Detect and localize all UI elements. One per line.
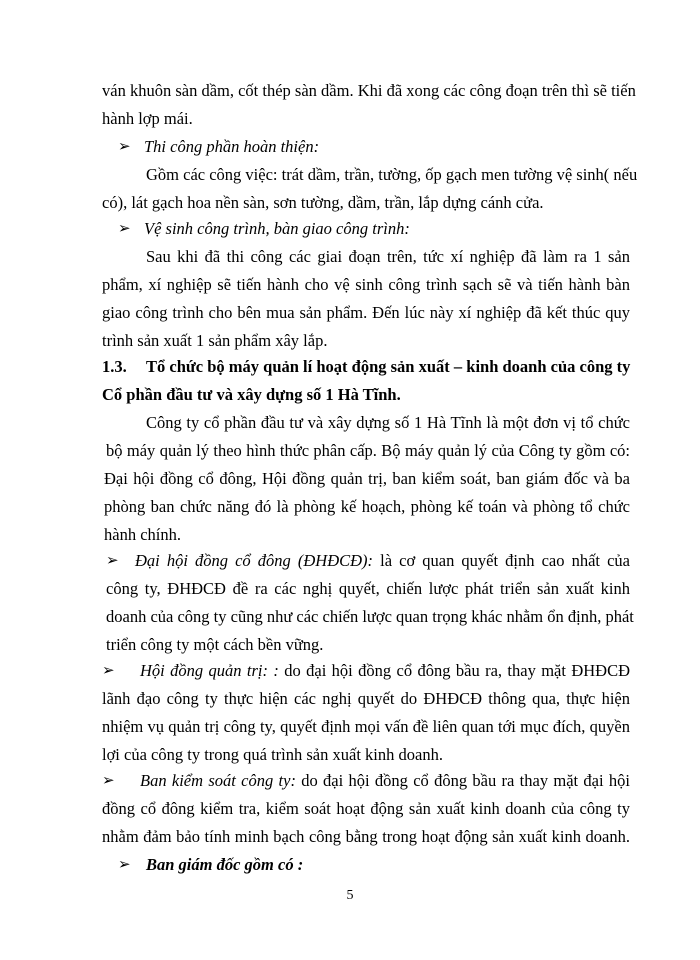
bullet-heading: Hội đồng quản trị: : xyxy=(140,661,279,680)
paragraph-line: Gồm các công việc: trát dầm, trần, tường, ốp gạch men tường vệ sinh( nếu xyxy=(146,165,638,184)
bullet-heading: Đại hội đồng cổ đông (ĐHĐCĐ): xyxy=(135,551,374,570)
paragraph-line: bộ máy quản lý theo hình thức phân cấp. Bộ máy quản lý của Công ty gồm có: xyxy=(106,441,630,460)
paragraph-line: Sau khi đã thi công các giai đoạn trên, tức xí nghiệp đã làm ra 1 sản xyxy=(146,247,630,266)
paragraph-line: phẩm, xí nghiệp sẽ tiến hành cho vệ sinh công trình sạch sẽ và tiến hành bàn xyxy=(102,275,630,294)
bullet-heading: Vệ sinh công trình, bàn giao công trình: xyxy=(144,219,410,238)
arrow-bullet-icon: ➢ xyxy=(106,553,119,569)
arrow-bullet-icon: ➢ xyxy=(118,221,131,237)
paragraph-line: hành chính. xyxy=(104,525,181,544)
page-number: 5 xyxy=(346,888,354,903)
paragraph-line: đồng cổ đông kiểm tra, kiểm soát hoạt động sản xuất kinh doanh của công ty xyxy=(102,799,630,818)
paragraph-line: có), lát gạch hoa nền sàn, sơn tường, dầm, trần, lắp dựng cánh cửa. xyxy=(102,193,544,212)
paragraph-line: lợi của công ty trong quá trình sản xuất kinh doanh. xyxy=(102,745,443,764)
paragraph-line: triển công ty một cách bền vững. xyxy=(106,635,324,654)
paragraph-line: Công ty cổ phần đầu tư và xây dựng số 1 Hà Tĩnh là một đơn vị tổ chức xyxy=(146,413,630,432)
section-title: Cổ phần đầu tư và xây dựng số 1 Hà Tĩnh. xyxy=(102,385,401,404)
bullet-heading: Ban kiểm soát công ty: xyxy=(140,771,296,790)
paragraph-line: hành lợp mái. xyxy=(102,109,193,128)
paragraph-line: lãnh đạo công ty thực hiện các nghị quyết do ĐHĐCĐ thông qua, thực hiện xyxy=(102,689,630,708)
arrow-bullet-icon: ➢ xyxy=(102,663,115,679)
paragraph-line: doanh của công ty cũng như các chiến lược quan trọng khác nhằm ổn định, phát xyxy=(106,607,634,626)
arrow-bullet-icon: ➢ xyxy=(118,857,131,873)
paragraph-line: ván khuôn sàn dầm, cốt thép sàn dầm. Khi đã xong các công đoạn trên thì sẽ tiến xyxy=(102,81,636,100)
arrow-bullet-icon: ➢ xyxy=(118,139,131,155)
section-title: Tổ chức bộ máy quản lí hoạt động sản xuất – kinh doanh của công ty xyxy=(146,357,631,376)
bullet-text: là cơ quan quyết định cao nhất của xyxy=(373,551,630,570)
paragraph-line: nhằm đảm bảo tính minh bạch công bằng trong hoạt động sản xuất kinh doanh. xyxy=(102,827,630,846)
paragraph-line: trình sản xuất 1 sản phẩm xây lắp. xyxy=(102,331,328,350)
paragraph-line: nhiệm vụ quản trị công ty, quyết định mọi vấn đề liên quan tới mục đích, quyền xyxy=(102,717,630,736)
arrow-bullet-icon: ➢ xyxy=(102,773,115,789)
section-number: 1.3. xyxy=(102,357,127,376)
paragraph-line: phòng ban chức năng đó là phòng kế hoạch, phòng kế toán và phòng tổ chức xyxy=(104,497,630,516)
bullet-text: do đại hội đồng cổ đông bầu ra, thay mặt ĐHĐCĐ xyxy=(278,661,630,680)
bullet-heading: Thi công phần hoàn thiện: xyxy=(144,137,320,156)
paragraph-line: công ty, ĐHĐCĐ đề ra các nghị quyết, chiến lược phát triển sản xuất kinh xyxy=(106,579,630,598)
bullet-first-line xyxy=(140,661,630,681)
bullet-heading: Ban giám đốc gồm có : xyxy=(146,855,304,874)
paragraph-line: Đại hội đồng cổ đông, Hội đồng quản trị, ban kiểm soát, ban giám đốc và ba xyxy=(104,469,630,488)
bullet-text: do đại hội đồng cổ đông bầu ra thay mặt đại hội xyxy=(295,771,630,790)
paragraph-line: giao công trình cho bên mua sản phẩm. Đến lúc này xí nghiệp đã kết thúc quy xyxy=(102,303,630,322)
bullet-first-line xyxy=(135,551,630,571)
bullet-first-line xyxy=(140,771,630,791)
